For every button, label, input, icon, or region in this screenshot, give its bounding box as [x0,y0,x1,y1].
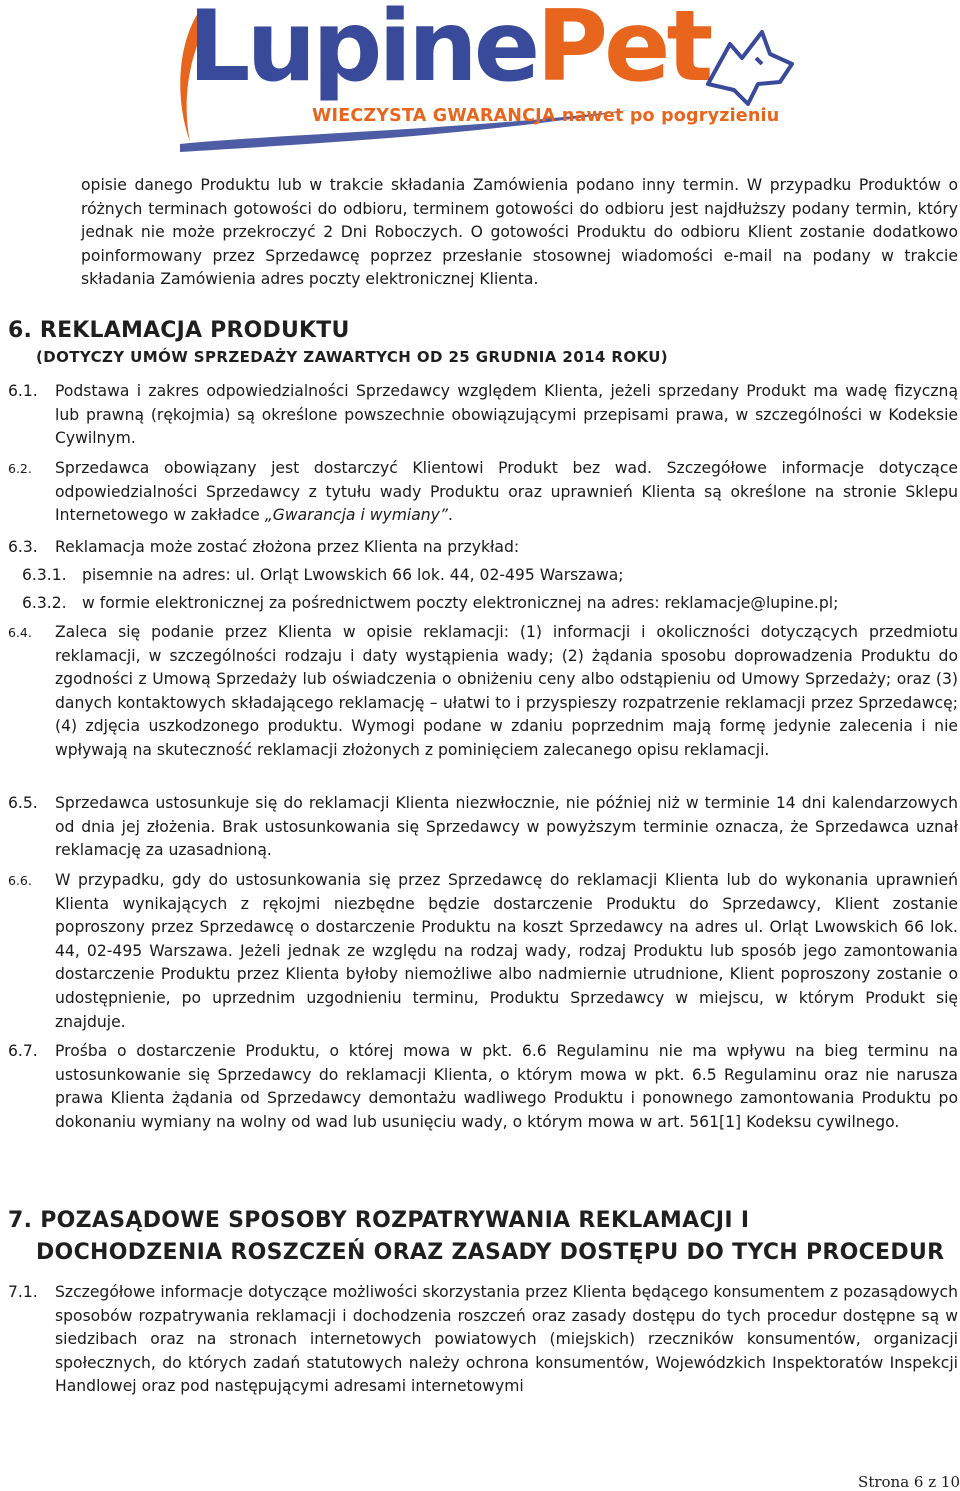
item-7-1-text: Szczegółowe informacje dotyczące możliwości skorzystania przez Klienta będącego konsumentem z pozasądowych sposobów rozpatrywania reklamacji i dochodzenia roszczeń oraz zasady dostępu do tych procedur dostępne są w siedzibach oraz na stronach internetowych powiatowych (miejskich) rzeczników konsumentów, organizacji społecznych, do których zadań statutowych należy ochrona konsumentów, Wojewódzkich Inspektoratów Inspekcji Handlowej oraz pod następującymi adresami internetowymi [55,1283,958,1396]
section-6-subheading: (DOTYCZY UMÓW SPRZEDAŻY ZAWARTYCH OD 25 GRUDNIA 2014 ROKU) [36,348,669,366]
lupinepet-logo [160,2,800,152]
section-7-heading-line1: 7. POZASĄDOWE SPOSOBY ROZPATRYWANIA REKLAMACJI I [8,1208,750,1233]
item-number: 6.2. [8,461,32,476]
item-number: 6.3.2. [22,594,67,612]
item-number: 6.7. [8,1042,38,1060]
item-number: 7.1. [8,1283,38,1301]
item-6-3-text: Reklamacja może zostać złożona przez Klienta na przykład: [55,538,520,556]
dog-head-icon [700,24,800,109]
logo-tagline: WIECZYSTA GWARANCJA nawet po pogryzieniu [312,106,780,126]
item-6-4-text: Zaleca się podanie przez Klienta w opisie reklamacji: (1) informacji i okoliczności dotyczących przedmiotu reklamacji, w szczególności rodzaju i daty wystąpienia wady; (2) żądania sposobu doprowadzenia Produktu do zgodności z Umową Sprzedaży lub oświadczenia o obniżeniu ceny albo odstąpieniu od Umowy Sprzedaży; oraz (3) danych kontaktowych składającego reklamację – ułatwi to i przyspieszy rozpatrzenie reklamacji przez Sprzedawcę; (4) zdjęcia uszkodzonego produktu. Wymogi podane w zdaniu poprzednim mają formę jedynie zalecenia i nie wpływają na skuteczność reklamacji złożonych z pominięciem zalecanego opisu reklamacji. [55,623,958,759]
logo-wordmark-pet: Pet [536,0,710,104]
lead-paragraph: opisie danego Produktu lub w trakcie składania Zamówienia podano inny termin. W przypadku Produktów o różnych terminach gotowości do odbioru, terminem gotowości do odbioru jest najdłuższy podany termin, który jednak nie może przekroczyć 2 Dni Roboczych. O gotowości Produktu do odbioru Klient zostanie dodatkowo poinformowany przez Sprzedawcę poprzez przesłanie stosownej wiadomości e-mail na podany w trakcie składania Zamówienia adres poczty elektronicznej Klienta. [81,176,958,289]
item-number: 6.3. [8,538,38,556]
logo-wordmark-lupine: Lupine [188,0,537,104]
item-number: 6.5. [8,794,38,812]
item-6-7-text: Prośba o dostarczenie Produktu, o której mowa w pkt. 6.6 Regulaminu nie ma wpływu na bieg terminu na ustosunkowanie się Sprzedawcy do reklamacji Klienta, o którym mowa w pkt. 6.5 Regulaminu oraz nie narusza prawa Klienta żądania od Sprzedawcy demontażu wadliwego Produktu i ponownego zamontowania Produktu po dokonaniu wymiany na wolny od wad lub usunięciu wady, o którym mowa w art. 561[1] Kodeksu cywilnego. [55,1042,958,1131]
item-6-3-1-text: pisemnie na adres: ul. Orląt Lwowskich 66 lok. 44, 02-495 Warszawa; [82,566,624,584]
section-7-heading-line2: DOCHODZENIA ROSZCZEŃ ORAZ ZASADY DOSTĘPU DO TYCH PROCEDUR [36,1240,945,1265]
item-6-6-text: W przypadku, gdy do ustosunkowania się przez Sprzedawcę do reklamacji Klienta lub do wykonania uprawnień Klienta wynikających z rękojmi niezbędne będzie dostarczenie Produktu do Sprzedawcy, Klient zostanie poproszony przez Sprzedawcę o dostarczenie Produktu na koszt Sprzedawcy na adres ul. Orląt Lwowskich 66 lok. 44, 02-495 Warszawa. Jeżeli jednak ze względu na rodzaj wady, rodzaj Produktu lub sposób jego zamontowania dostarczenie Produktu przez Klienta byłoby niemożliwe albo nadmiernie utrudnione, Klient poproszony zostanie o udostępnienie, po uprzednim uzgodnieniu terminu, Produktu Sprzedawcy w miejscu, w którym Produkt się znajduje. [55,871,958,1031]
item-number: 6.3.1. [22,566,67,584]
gwarancja-link[interactable]: „Gwarancja i wymiany” [264,506,448,525]
item-6-3-2-text: w formie elektronicznej za pośrednictwem poczty elektronicznej na adres: reklamacje@lupine.pl; [82,594,839,612]
item-6-5-text: Sprzedawca ustosunkuje się do reklamacji Klienta niezwłocznie, nie później niż w terminie 14 dni kalendarzowych od dnia jej złożenia. Brak ustosunkowania się Sprzedawcy w powyższym terminie oznacza, że Sprzedawca uznał reklamację za uzasadnioną. [55,794,958,860]
logo-wordmark [188,0,710,104]
page-number: Strona 6 z 10 [858,1473,960,1491]
item-6-2-text: Sprzedawca obowiązany jest dostarczyć Klientowi Produkt bez wad. Szczegółowe informacje dotyczące odpowiedzialności Sprzedawcy z tytułu wady Produktu oraz uprawnień Klienta są określone na stronie Sklepu Internetowego w zakładce „Gwarancja i wymiany”. [55,459,958,525]
item-number: 6.6. [8,873,32,888]
section-6-heading: 6. REKLAMACJA PRODUKTU [8,318,350,343]
item-number: 6.4. [8,625,32,640]
item-number: 6.1. [8,382,38,400]
item-6-1-text: Podstawa i zakres odpowiedzialności Sprzedawcy względem Klienta, jeżeli sprzedany Produkt ma wadę fizyczną lub prawną (rękojmia) są określone powszechnie obowiązującymi przepisami prawa, w szczególności w Kodeksie Cywilnym. [55,382,958,448]
